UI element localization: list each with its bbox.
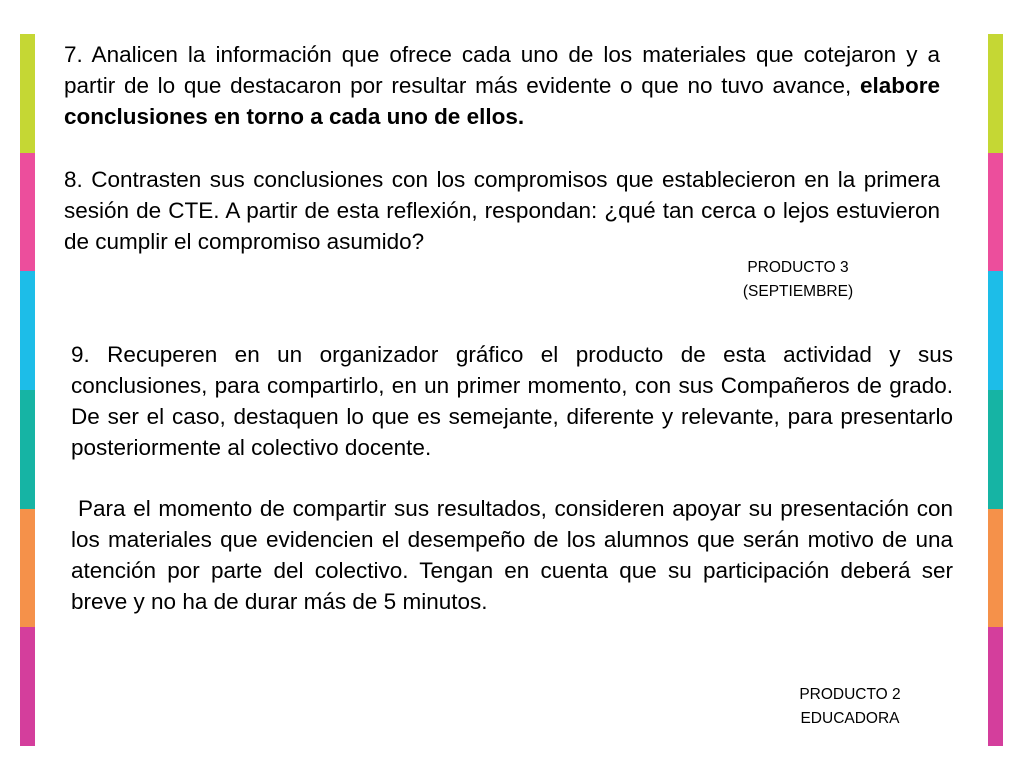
item-7-text: 7. Analicen la información que ofrece cada uno de los materiales que cotejaron y a partir de lo que destacaron por resultar más evidente o que no tuvo avance, — [64, 42, 940, 98]
color-segment-sky — [20, 271, 35, 390]
note-text: Para el momento de compartir sus resultados, consideren apoyar su presentación con los materiales que evidencien el desempeño de los alumnos que serán motivo de una atención por parte del colectivo. Tengan en cuenta que su participación deberá ser breve y no ha de durar más de 5 minutos. — [71, 496, 953, 614]
right-color-bar — [988, 34, 1003, 746]
left-color-bar — [20, 34, 35, 746]
color-segment-sky — [988, 271, 1003, 390]
color-segment-teal — [20, 390, 35, 509]
product-2-subtitle: EDUCADORA — [800, 710, 900, 727]
product-3-label — [718, 256, 878, 304]
color-segment-green — [988, 34, 1003, 153]
color-segment-pink — [988, 153, 1003, 272]
product-3-title: PRODUCTO 3 — [747, 259, 849, 276]
sharing-note — [71, 493, 953, 617]
instruction-item-8 — [64, 164, 940, 257]
color-segment-magenta — [20, 627, 35, 746]
instruction-item-9 — [71, 339, 953, 463]
color-segment-green — [20, 34, 35, 153]
product-3-subtitle: (SEPTIEMBRE) — [742, 283, 854, 300]
product-2-title: PRODUCTO 2 — [799, 686, 901, 703]
product-2-label — [770, 683, 930, 731]
color-segment-orange — [988, 509, 1003, 628]
item-8-text: 8. Contrasten sus conclusiones con los compromisos que establecieron en la primera sesión de CTE. A partir de esta reflexión, respondan: ¿qué tan cerca o lejos estuvieron de cumplir el compromiso asumido? — [64, 167, 940, 254]
color-segment-orange — [20, 509, 35, 628]
item-9-text: 9. Recuperen en un organizador gráfico el producto de esta actividad y sus conclusiones, para compartirlo, en un primer momento, con sus Compañeros de grado. De ser el caso, destaquen lo que es semejante, diferente y relevante, para presentarlo posteriormente al colectivo docente. — [71, 342, 953, 460]
color-segment-pink — [20, 153, 35, 272]
item-7-emphasis: elabore conclusiones en torno a cada uno de ellos. — [64, 73, 940, 129]
color-segment-magenta — [988, 627, 1003, 746]
instruction-item-7 — [64, 39, 940, 132]
color-segment-teal — [988, 390, 1003, 509]
